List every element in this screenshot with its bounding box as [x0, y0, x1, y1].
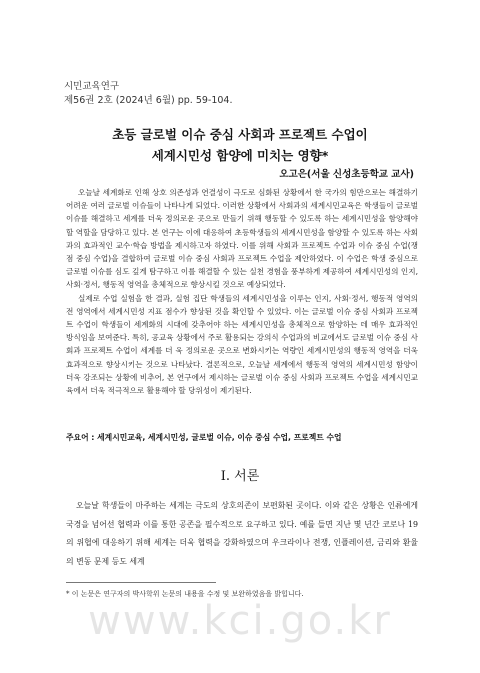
- journal-name: 시민교육연구: [64, 81, 120, 92]
- journal-header: [64, 80, 233, 108]
- paper-title: [40, 124, 440, 166]
- author-line: 오고은(서울 신성초등학교 교사): [279, 169, 414, 180]
- section-title: Ⅰ. 서론: [220, 469, 260, 484]
- journal-volume-info: 제56권 2호 (2024년 6월) pp. 59-104.: [64, 95, 233, 106]
- title-line-2: 세계시민성 함양에 미치는 영향*: [151, 148, 329, 163]
- abstract-paragraph-2: 실제로 수업 실험을 한 결과, 실험 집단 학생들의 세계시민성을 이루는 인지, 사회·정서, 행동적 영역의 전 영역에서 세계시민성 지표 점수가 향상된 것을 확인할 수 있었다. 이는 글로벌 이슈 중심 사회과 프로젝트 수업이 학생들이 세계화의 시대에 갖추어야 하는 세계시민성을 총체적으로 함양하는 데 매우 효과적인 방식임을 보여준다. 특히, 공교육 상황에서 주로 활용되는 강의식 수업과의 비교에서도 글로벌 이슈 중심 사회과 프로젝트 수업이 세계를 더 욱 정의로운 곳으로 변화시키는 역량인 세계시민성의 행동적 영역을 더욱 효과적으로 향상시키는 것으로 나타났다. 결론적으로, 오늘날 세계에서 행동적 영역의 세계시민성 함양이 더욱 강조되는 상황에 비추어, 본 연구에서 제시하는 글로벌 이슈 중심 사회과 프로젝트 수업을 세계시민교육에서 더욱 적극적으로 활용해야 할 당위성이 제기된다.: [66, 293, 418, 396]
- footnote: * 이 논문은 연구자의 박사학위 논문의 내용을 수정 및 보완하였음을 밝힙니다.: [66, 590, 304, 598]
- keywords: 주요어 : 세계시민교육, 세계시민성, 글로벌 이슈, 이슈 중심 수업, 프로젝트 수업: [66, 433, 342, 442]
- abstract: [66, 186, 418, 397]
- abstract-paragraph-1: 오늘날 세계화로 인해 상호 의존성과 연결성이 극도로 심화된 상황에서 한 국가의 힘만으로는 해결하기 어려운 여러 글로벌 이슈들이 나타나게 되었다. 이러한 상황에서 사회과의 세계시민교육은 학생들이 글로벌 이슈를 해결하고 세계를 더욱 정의로운 곳으로 만들기 위해 행동할 수 있도록 하는 세계시민성을 함양해야 할 역할을 담당하고 있다. 본 연구는 이에 대응하여 초등학생들의 세계시민성을 함양할 수 있도록 하는 사회과의 효과적인 교수·학습 방법을 제시하고자 하였다. 이를 위해 사회과 프로젝트 수업과 이슈 중심 수업(쟁점 중심 수업)을 결합하여 글로벌 이슈 중심 사회과 프로젝트 수업을 제안하였다. 이 수업은 학생 중심으로 글로벌 이슈를 심도 깊게 탐구하고 이를 해결할 수 있는 실천 경험을 풍부하게 제공하여 세계시민성의 인지, 사회·정서, 행동적 영역을 총체적으로 향상시킬 것으로 예상되었다.: [66, 188, 418, 290]
- footnote-divider: [66, 582, 216, 583]
- body-text: [66, 497, 418, 571]
- title-line-1: 초등 글로벌 이슈 중심 사회과 프로젝트 수업이: [112, 127, 368, 142]
- body-paragraph: 오늘날 학생들이 마주하는 세계는 극도의 상호의존이 보편화된 곳이다. 이와 같은 상황은 인류에게 국경을 넘어선 협력과 이를 통한 공존을 필수적으로 요구하고 있다. 예를 들면 지난 몇 년간 코로나 19의 위협에 대응하기 위해 세계는 더욱 협력을 강화하였으며 우크라이나 전쟁, 인플레이션, 금리와 환율의 변동 문제 등도 세계: [66, 501, 418, 566]
- watermark: www.kci.go.kr: [88, 598, 392, 644]
